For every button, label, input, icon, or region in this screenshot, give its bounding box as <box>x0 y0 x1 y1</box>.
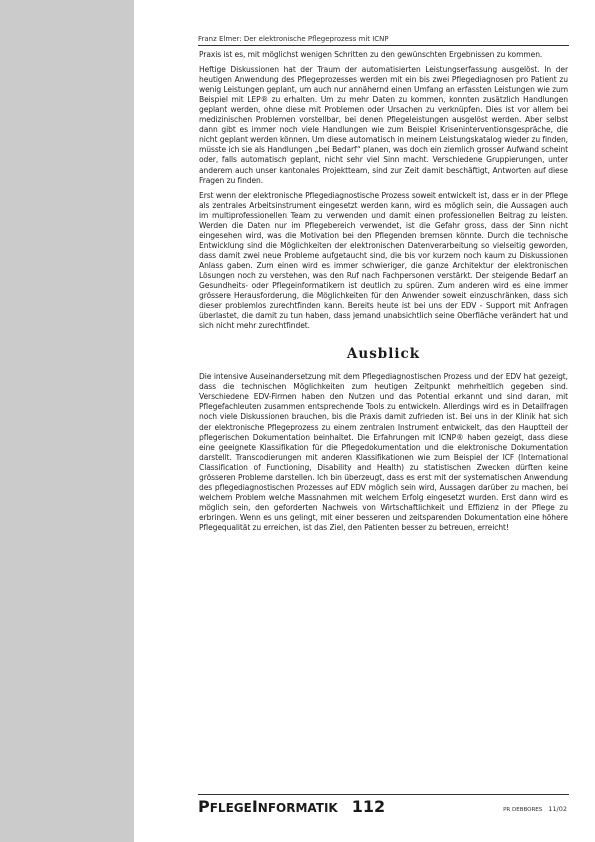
issue-info <box>503 805 567 813</box>
journal-brand <box>198 798 385 817</box>
brand-nformatik: NFORMATIK <box>257 801 338 815</box>
issue-number: 11/02 <box>548 805 567 813</box>
article-body <box>199 50 568 533</box>
brand-letter-p: P <box>198 797 210 816</box>
running-header: Franz Elmer: Der elektronische Pflegeprozess mit ICNP <box>198 33 569 46</box>
section-heading: Ausblick <box>346 346 421 363</box>
paragraph-1: Praxis ist es, mit möglichst wenigen Schritten zu den gewünschten Ergebnissen zu kommen. <box>199 50 543 59</box>
brand-flege: FLEGE <box>209 801 252 815</box>
journal-code: PR DEBBORES <box>503 807 543 813</box>
paragraph-2: Heftige Diskussionen hat der Traum der automatisierten Leistungserfassung ausgelöst. In der heutigen Anwendung des Pflegeprozesses werden mit ein bis zwei Pflegediagnosen pro Patient zu wenig Leistungen geplant, um auch nur annähernd einen Umfang an erfassten Leistungen wie zum Beispiel mit LEP® zu erhalten. Um zu mehr Daten zu kommen, konnten zusätzlich Handlungen geplant werden, ohne diese mit Problemen oder Ursachen zu verknüpfen. Dies ist vor allem bei medizinischen Problemen vorstellbar, bei denen Pflegeleistungen ausgelöst werden. Aber selbst dann gibt es immer noch viele Handlungen wie zum Beispiel Kriseninterventionsgespräche, die nicht geplant werden können. Um diese automatisch in meinem Leistungskatalog wieder zu finden, müsste ich sie als Handlungen „bei Bedarf“ planen, was doch ein ziemlich grosser Aufwand scheint oder, falls automatisch geplant, nicht sehr viel Sinn macht. Verschiedene Gruppierungen, unter anderem auch unser kantonales Projektteam, sind zur Zeit damit beschäftigt, Antworten auf diese Fragen zu finden. <box>199 65 568 185</box>
paragraph-4: Die intensive Auseinandersetzung mit dem Pflegediagnostischen Prozess und der EDV hat gezeigt, dass die technischen Möglichkeiten zum heutigen Zeitpunkt mehrheitlich gegeben sind. Verschiedene EDV-Firmen haben den Nutzen und das Potential erkannt und sind daran, mit Pflegefachleuten zusammen entsprechende Tools zu entwickeln. Allerdings wird es in Detailfragen noch viele Diskussionen brauchen, bis die Praxis damit zufrieden ist. Bei uns in der Klinik hat sich der elektronische Pflegeprozess zu einem zentralen Instrument entwickelt, das den Hauptteil der pflegerischen Dokumentation beinhaltet. Die Erfahrungen mit ICNP® haben gezeigt, dass diese eine geeignete Klassifikation für die Pflegedokumentation und die elektronische Dokumentation darstellt. Transcodierungen mit anderen Klassifikationen wie zum Beispiel der ICF (International Classification of Functioning, Disability and Health) zu statistischen Zwecken dürften keine grösseren Probleme darstellen. Ich bin überzeugt, dass es erst mit der systematischen Anwendung des pflegediagnostischen Prozesses auf EDV möglich sein wird, Aussagen darüber zu machen, bei welchem Problem welche Massnahmen mit welchem Erfolg eingesetzt wurden. Erst dann wird es möglich sein, den geforderten Nachweis von Wirtschaftlichkeit und Effizienz in der Pflege zu erbringen. Wenn es uns gelingt, mit einer besseren und zeitsparenden Dokumentation eine höhere Pflegequalität zu erreichen, ist das Ziel, den Patienten besser zu betreuen, erreicht! <box>199 372 568 532</box>
brand-letter-i: I <box>251 797 258 816</box>
left-gray-margin <box>0 0 134 842</box>
page-footer <box>198 794 569 821</box>
paragraph-3: Erst wenn der elektronische Pflegediagnostische Prozess soweit entwickelt ist, dass er in der Pflege als zentrales Arbeitsinstrument eingesetzt werden kann, wird es möglich sein, die Aussagen auch im multiprofessionellen Team zu verwenden und damit einen professionellen Beitrag zu leisten. Werden die Daten nur im Pflegebereich verwendet, ist die Gefahr gross, dass der Sinn nicht eingesehen wird, was die Motivation bei den Pflegenden bremsen könnte. Durch die technische Entwicklung sind die Möglichkeiten der elektronischen Datenverarbeitung so vielseitig geworden, dass damit zwei neue Probleme aufgetaucht sind, die bis vor kurzem noch kaum zu Diskussionen Anlass gaben. Zum einen wird es immer schwieriger, die ganze Architektur der elektronischen Lösungen noch zu verstehen, was den Ruf nach Fachpersonen verstärkt. Der steigende Bedarf an Gesundheits- oder Pflegeinformatikern ist deutlich zu spüren. Zum anderen wird es eine immer grössere Herausforderung, die Möglichkeiten für den Anwender soweit einzuschränken, dass sich dieser problemlos zurechtfinden kann. Bereits heute ist bei uns der EDV - Support mit Anfragen überlastet, die damit zu tun haben, dass jemand unabsichtlich seine Oberfläche verändert hat und sich nicht mehr zurechtfindet. <box>199 190 568 331</box>
page-number: 112 <box>351 797 386 816</box>
